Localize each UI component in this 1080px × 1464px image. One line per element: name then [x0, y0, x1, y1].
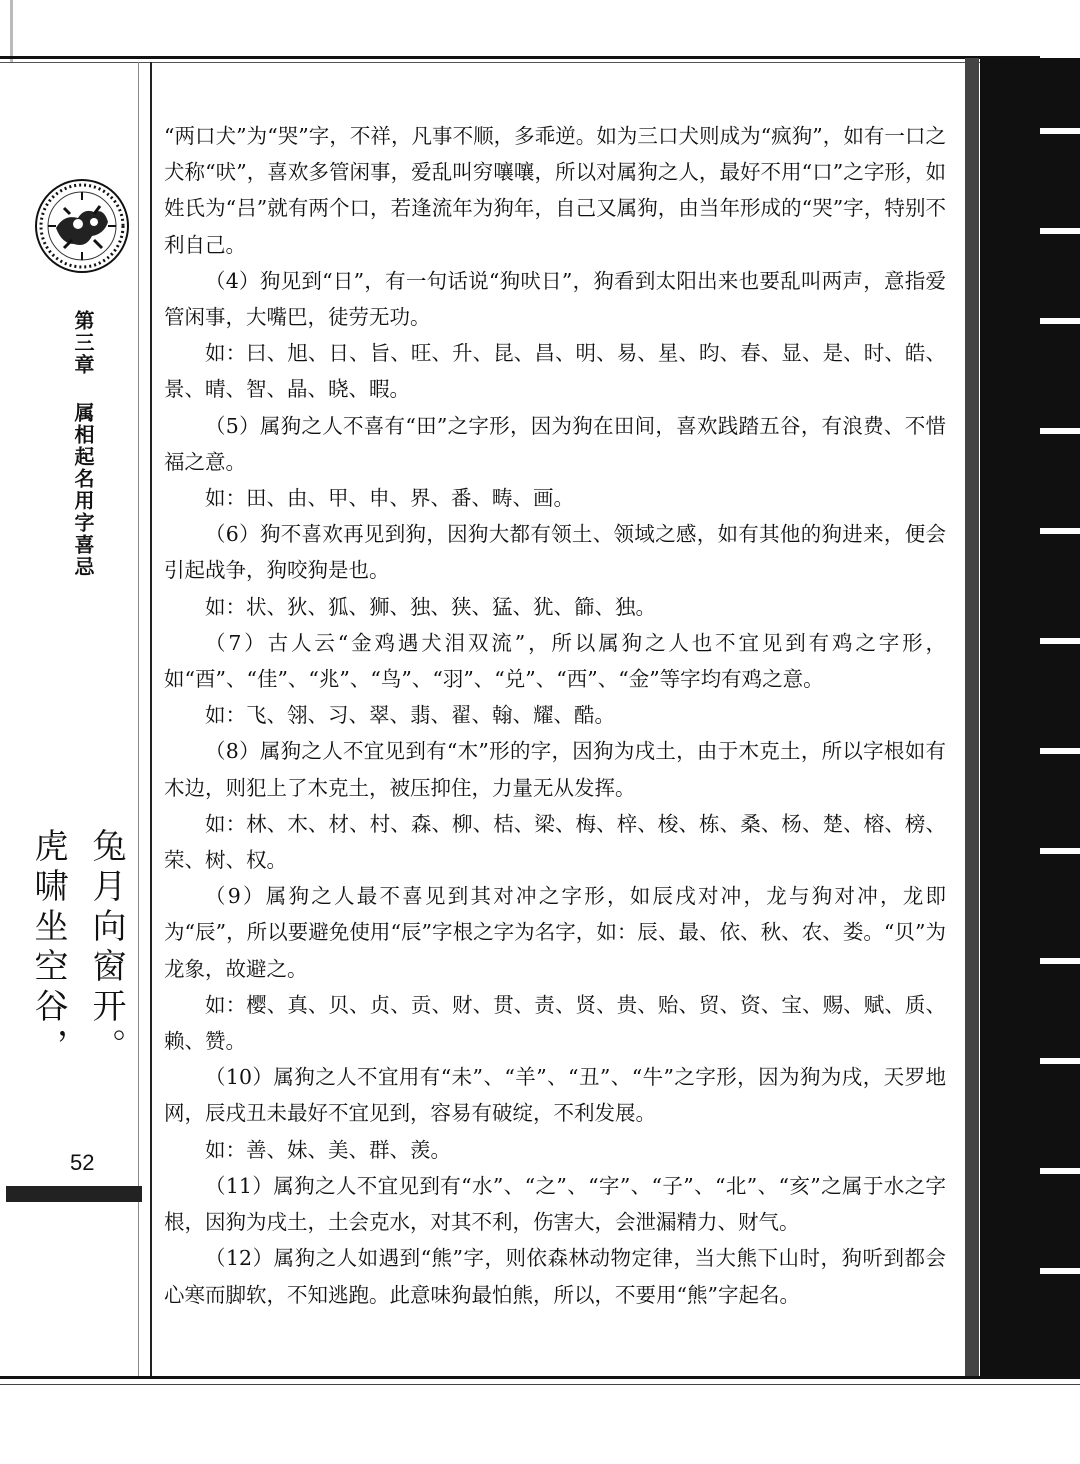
- page-number: 52: [70, 1150, 95, 1175]
- top-rule: [0, 56, 1040, 59]
- chapter-title: 属相起名用字喜忌: [71, 402, 95, 578]
- paragraph: （6）狗不喜欢再见到狗，因狗大都有领土、领域之感，如有其他的狗进来，便会引起战争，狗咬狗是也。: [164, 522, 946, 583]
- edge-mark: [1040, 128, 1080, 134]
- bottom-rule-thin: [0, 1384, 1080, 1385]
- paragraph: 如：林、木、材、村、森、柳、桔、梁、梅、梓、梭、栋、桑、杨、楚、榕、榜、荣、树、权。: [164, 811, 946, 873]
- paragraph: （11）属狗之人不宜见到有“水”、“之”、“字”、“子”、“北”、“亥”之属于水之字根，因狗为戌土，土会克水，对其不利，伤害大，会泄漏精力、财气。: [164, 1173, 946, 1235]
- poem-line: 虎啸坐空谷，: [28, 828, 68, 1068]
- paragraph: 如：樱、真、贝、贞、贡、财、贯、责、贤、贵、贻、贸、资、宝、赐、赋、质、赖、赞。: [164, 992, 946, 1054]
- paragraph: 如：曰、旭、日、旨、旺、升、昆、昌、明、易、星、昀、春、显、是、时、皓、景、晴、智、晶、晓、暇。: [164, 341, 946, 402]
- edge-mark: [1040, 318, 1080, 324]
- edge-mark: [1040, 748, 1080, 754]
- edge-mark: [1040, 848, 1080, 854]
- body-text: [164, 118, 946, 1313]
- paragraph: 如：飞、翎、习、翠、翡、翟、翰、耀、酷。: [205, 703, 615, 728]
- edge-mark: [1040, 228, 1080, 234]
- edge-mark: [1040, 428, 1080, 434]
- paragraph: （5）属狗之人不喜有“田”之字形，因为狗在田间，喜欢践踏五谷，有浪费、不惜福之意。: [164, 413, 946, 474]
- chapter-heading: [62, 310, 98, 578]
- edge-mark: [1040, 1058, 1080, 1064]
- edge-mark: [1040, 958, 1080, 964]
- edge-mark: [1040, 1268, 1080, 1274]
- page-number-bar: [6, 1186, 142, 1202]
- edge-mark: [1040, 528, 1080, 534]
- paragraph: （12）属狗之人如遇到“熊”字，则依森林动物定律，当大熊下山时，狗听到都会心寒而脚软，不知逃跑。此意味狗最怕熊，所以，不要用“熊”字起名。: [164, 1246, 946, 1307]
- page-edge: [10, 0, 13, 62]
- binding-shadow: [965, 58, 979, 1378]
- dog-zodiac-emblem-icon: [34, 178, 130, 274]
- bottom-rule: [0, 1376, 1080, 1379]
- margin-poem: [19, 828, 135, 1068]
- paragraph: 如：状、狄、狐、狮、独、狭、猛、犹、篩、独。: [205, 594, 656, 619]
- paragraph: （10）属狗之人不宜用有“未”、“羊”、“丑”、“牛”之字形，因为狗为戌，天罗地网，辰戌丑未最好不宜见到，容易有破绽，不利发展。: [164, 1065, 946, 1126]
- paragraph: 如：田、由、甲、申、界、番、畴、画。: [205, 486, 574, 511]
- paragraph: 如：善、妹、美、群、羡。: [205, 1137, 451, 1162]
- binding-edge: [980, 58, 1080, 1378]
- paragraph: （9）属狗之人最不喜见到其对冲之字形，如辰戌对冲，龙与狗对冲，龙即为“辰”，所以要避免使用“辰”字根之字为名字，如：辰、最、依、秋、农、娄。“贝”为龙象，故避之。: [164, 884, 946, 981]
- chapter-label: 第三章: [71, 310, 95, 376]
- poem-line: 兔月向窗开。: [86, 828, 126, 1068]
- margin-rule-thin: [138, 62, 139, 1376]
- edge-mark: [1040, 638, 1080, 644]
- margin-rule: [150, 62, 152, 1376]
- top-rule-thin: [0, 62, 1040, 63]
- paragraph: （8）属狗之人不宜见到有“木”形的字，因狗为戌土，由于木克土，所以字根如有木边，则犯上了木克土，被压抑住，力量无从发挥。: [164, 739, 946, 800]
- paragraph: （7）古人云“金鸡遇犬泪双流”，所以属狗之人也不宜见到有鸡之字形，如“酉”、“佳”、“兆”、“鸟”、“羽”、“兑”、“西”、“金”等字均有鸡之意。: [164, 630, 946, 692]
- edge-mark: [1040, 1168, 1080, 1174]
- paragraph: （4）狗见到“日”，有一句话说“狗吠日”，狗看到太阳出来也要乱叫两声，意指爱管闲事，大嘴巴，徒劳无功。: [164, 268, 946, 330]
- paragraph: “两口犬”为“哭”字，不祥，凡事不顺，多乖逆。如为三口犬则成为“疯狗”，如有一口之犬称“吠”，喜欢多管闲事，爱乱叫穷嚷嚷，所以对属狗之人，最好不用“口”之字形，如姓氏为“吕”就有两个口，若逢流年为狗年，自己又属狗，由当年形成的“哭”字，特别不利自己。: [164, 124, 946, 257]
